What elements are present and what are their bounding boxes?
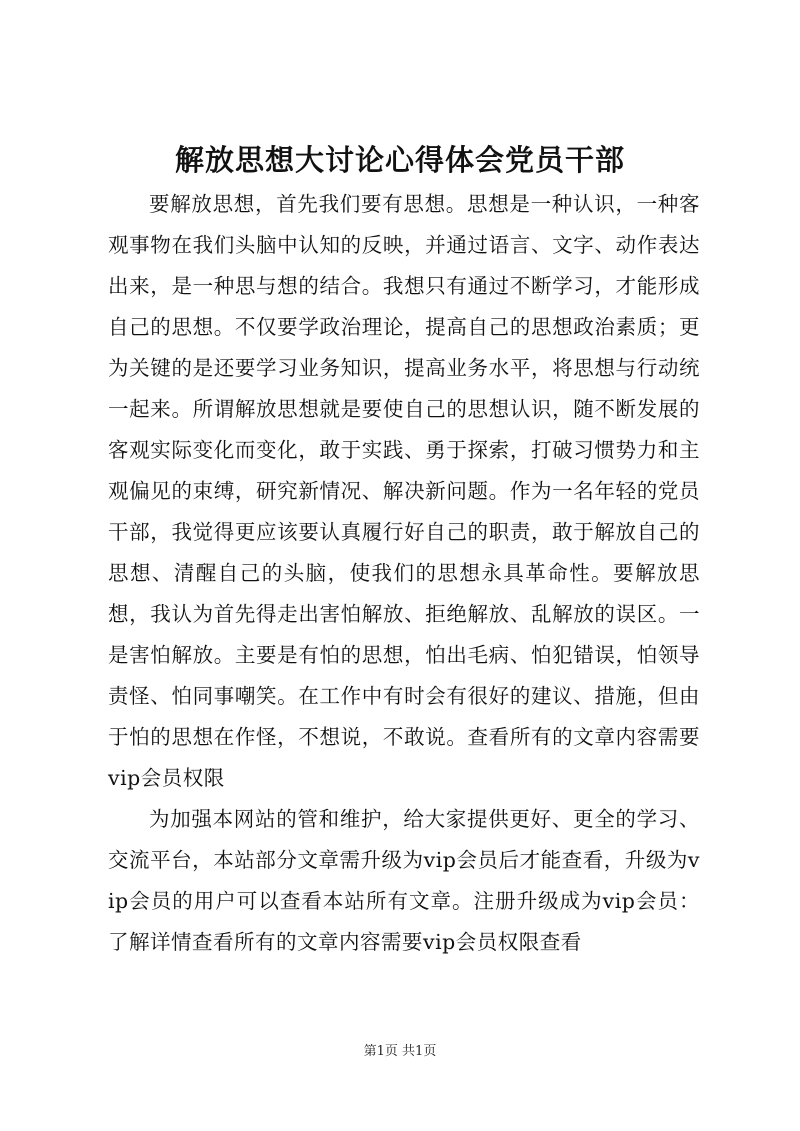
paragraph-1: 要解放思想，首先我们要有思想。思想是一种认识，一种客观事物在我们头脑中认知的反映，并通过语言、文字、动作表达出来，是一种思与想的结合。我想只有通过不断学习，才能形成自己的思想。不仅要学政治理论，提高自己的思想政治素质；更为关键的是还要学习业务知识，提高业务水平，将思想与行动统一起来。所谓解放思想就是要使自己的思想认识，随不断发展的客观实际变化而变化，敢于实践、勇于探索，打破习惯势力和主观偏见的束缚，研究新情况、解决新问题。作为一名年轻的党员干部，我觉得更应该要认真履行好自己的职责，敢于解放自己的思想、清醒自己的头脑，使我们的思想永具革命性。要解放思想，我认为首先得走出害怕解放、拒绝解放、乱解放的误区。一是害怕解放。主要是有怕的思想，怕出毛病、怕犯错误，怕领导责怪、怕同事嘲笑。在工作中有时会有很好的建议、措施，但由于怕的思想在作怪，不想说，不敢说。查看所有的文章内容需要vip会员权限 [108,192,700,790]
page-footer: 第1页 共1页 [363,1044,437,1059]
paragraph-2: 为加强本网站的管和维护，给大家提供更好、更全的学习、交流平台，本站部分文章需升级为vip会员后才能查看，升级为vip会员的用户可以查看本站所有文章。注册升级成为vip会员：了解详情查看所有的文章内容需要vip会员权限查看 [108,807,700,954]
document-title: 解放思想大讨论心得体会党员干部 [174,143,625,177]
document-body [108,184,700,963]
